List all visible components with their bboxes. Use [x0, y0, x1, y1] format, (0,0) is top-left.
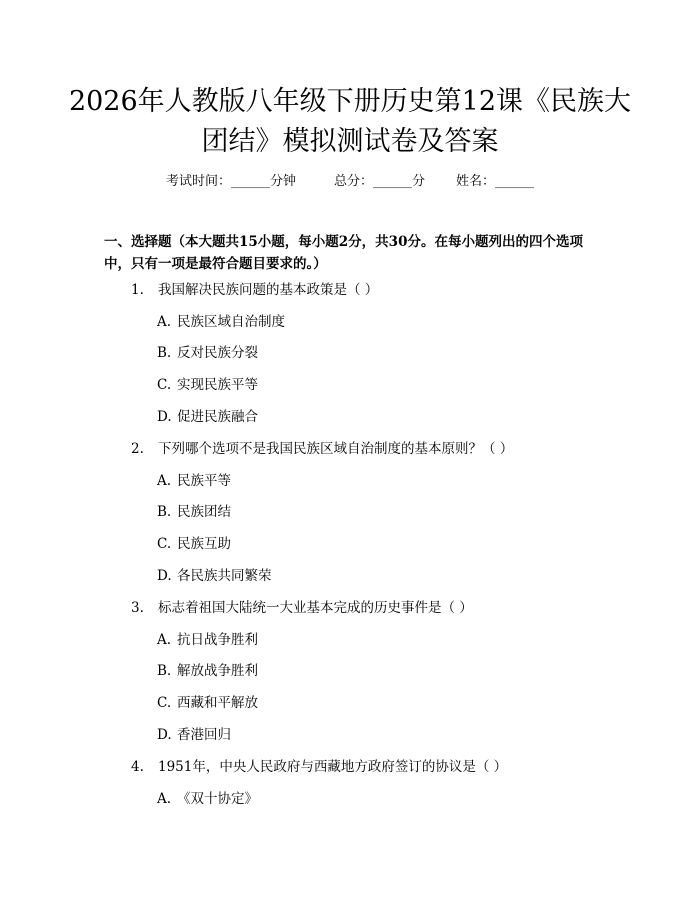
- question-2-option-d: [157, 566, 272, 586]
- section-heading: 一、选择题（本大题共15小题，每小题2分，共30分。在每小题列出的四个选项中，只有一项是最符合题目要求的。）: [104, 234, 583, 272]
- total-score-field: 总分：______分: [334, 174, 426, 189]
- student-name-field: 姓名：______: [456, 174, 535, 189]
- option-letter: A.: [157, 473, 172, 489]
- question-1: [131, 280, 378, 300]
- option-text: 民族平等: [177, 473, 231, 489]
- option-letter: A.: [157, 314, 172, 330]
- option-text: 民族区域自治制度: [177, 314, 285, 330]
- question-1-option-c: [157, 375, 258, 395]
- option-letter: B.: [157, 663, 172, 679]
- option-text: 民族团结: [177, 504, 231, 520]
- option-letter: C.: [157, 377, 172, 393]
- question-2-option-b: [157, 502, 231, 522]
- question-number: 1.: [131, 282, 144, 298]
- option-letter: D.: [157, 727, 172, 743]
- option-letter: B.: [157, 345, 172, 361]
- question-text: 1951年，中央人民政府与西藏地方政府签订的协议是（ ）: [158, 759, 508, 775]
- option-text: 各民族共同繁荣: [177, 568, 272, 584]
- option-text: 促进民族融合: [177, 409, 258, 425]
- question-3-option-a: [157, 630, 258, 650]
- exam-meta-line: [0, 170, 700, 190]
- question-4-option-a: [157, 789, 258, 809]
- option-text: 《双十协定》: [177, 791, 258, 807]
- question-1-option-d: [157, 407, 258, 427]
- question-3: [131, 598, 473, 618]
- option-text: 民族互助: [177, 536, 231, 552]
- question-number: 4.: [131, 759, 144, 775]
- question-3-option-b: [157, 661, 258, 681]
- question-number: 3.: [131, 600, 144, 616]
- question-3-option-c: [157, 693, 258, 713]
- option-letter: C.: [157, 536, 172, 552]
- question-2-option-c: [157, 534, 231, 554]
- question-2: [131, 439, 513, 459]
- option-text: 香港回归: [177, 727, 231, 743]
- question-text: 我国解决民族问题的基本政策是（ ）: [158, 282, 379, 298]
- document-title: 2026年人教版八年级下册历史第12课《民族大团结》模拟测试卷及答案: [68, 86, 632, 157]
- question-text: 下列哪个选项不是我国民族区域自治制度的基本原则？（ ）: [158, 441, 514, 457]
- option-letter: C.: [157, 695, 172, 711]
- question-2-option-a: [157, 471, 231, 491]
- exam-time-field: 考试时间：______分钟: [166, 174, 297, 189]
- option-letter: A.: [157, 791, 172, 807]
- option-letter: D.: [157, 409, 172, 425]
- option-letter: A.: [157, 632, 172, 648]
- question-1-option-b: [157, 343, 258, 363]
- question-4: [131, 757, 507, 777]
- option-text: 解放战争胜利: [177, 663, 258, 679]
- question-3-option-d: [157, 725, 231, 745]
- question-text: 标志着祖国大陆统一大业基本完成的历史事件是（ ）: [158, 600, 473, 616]
- question-1-option-a: [157, 312, 285, 332]
- option-text: 西藏和平解放: [177, 695, 258, 711]
- option-text: 实现民族平等: [177, 377, 258, 393]
- question-number: 2.: [131, 441, 144, 457]
- option-text: 抗日战争胜利: [177, 632, 258, 648]
- option-letter: D.: [157, 568, 172, 584]
- option-text: 反对民族分裂: [177, 345, 258, 361]
- option-letter: B.: [157, 504, 172, 520]
